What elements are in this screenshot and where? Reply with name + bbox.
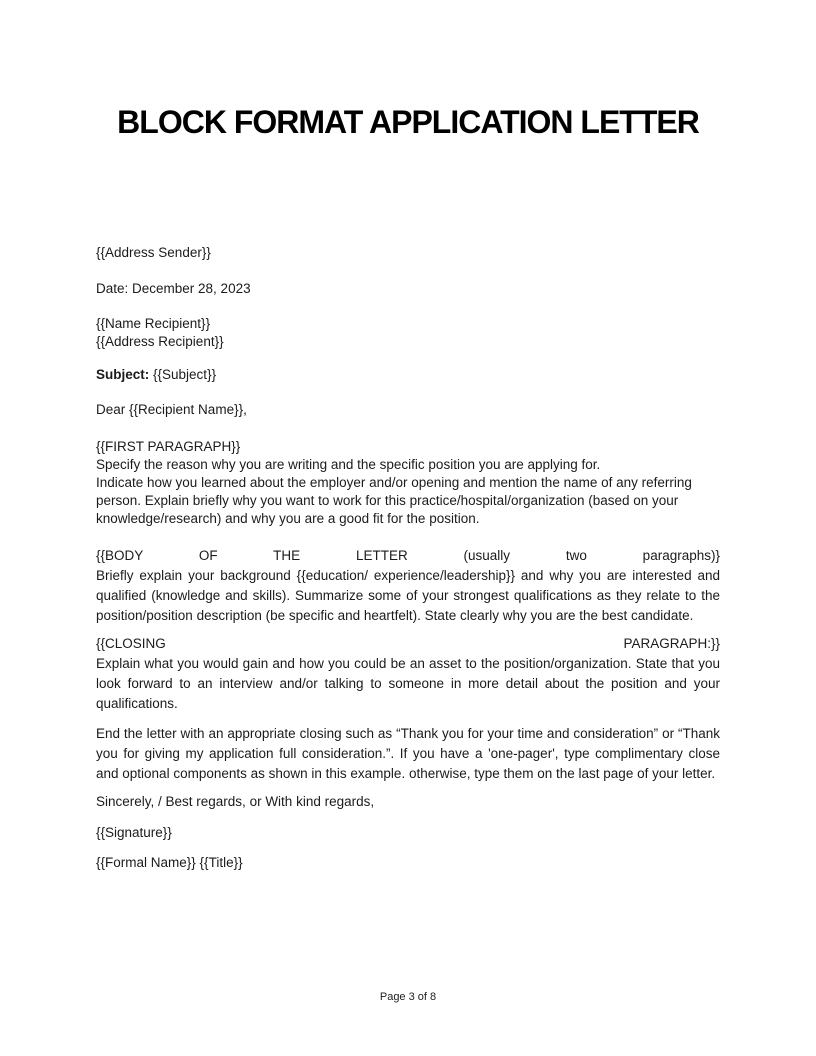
first-paragraph-heading: {{FIRST PARAGRAPH}} <box>96 439 241 454</box>
page-number-footer: Page 3 of 8 <box>379 991 437 1003</box>
recipient-block <box>96 315 720 351</box>
recipient-name: {{Name Recipient}} <box>96 316 211 331</box>
closing-paragraph-text: Explain what you would gain and how you could be an asset to the position/organization. State that you look forward to an interview and/or talking to someone in more detail about the position and your qualifications. <box>96 656 720 711</box>
closing-paragraph <box>96 634 720 714</box>
body-paragraph <box>96 546 720 626</box>
subject-line <box>96 366 720 384</box>
first-paragraph-line1: Specify the reason why you are writing and the specific position you are applying for. <box>96 457 601 472</box>
subject-label: Subject: <box>96 367 150 382</box>
first-paragraph-text: Indicate how you learned about the employer and/or opening and mention the name of any referring person. Explain briefly why you want to work for this practice/hospital/organization (based on your knowledge/research) and why you are a good fit for the position. <box>96 475 692 526</box>
signoff-line: Sincerely, / Best regards, or With kind regards, <box>96 794 375 809</box>
subject-value: {{Subject}} <box>149 367 217 382</box>
end-paragraph: End the letter with an appropriate closing such as “Thank you for your time and consideration” or “Thank you for giving my application full consideration.”. If you have a 'one-pager', type complimentary close and optional components as shown in this example. otherwise, type them on the last page of your letter. <box>96 726 720 781</box>
formal-name-line: {{Formal Name}} {{Title}} <box>96 855 243 870</box>
sender-address: {{Address Sender}} <box>96 245 211 260</box>
body-paragraph-text: Briefly explain your background {{education/ experience/leadership}} and why you are interested and qualified (knowledge and skills). Summarize some of your strongest qualifications as they relate to the position/position description (be specific and heartfelt). State clearly why you are the best candidate. <box>96 568 720 623</box>
date-line: Date: December 28, 2023 <box>96 281 251 296</box>
salutation: Dear {{Recipient Name}}, <box>96 402 247 417</box>
body-paragraph-heading: {{BODY OF THE LETTER (usually two paragraphs)} <box>96 548 720 563</box>
closing-paragraph-heading: {{CLOSING PARAGRAPH:}} <box>96 636 720 651</box>
document-title: BLOCK FORMAT APPLICATION LETTER <box>117 104 699 140</box>
first-paragraph <box>96 438 720 528</box>
signature-placeholder: {{Signature}} <box>96 825 172 840</box>
recipient-address: {{Address Recipient}} <box>96 334 224 349</box>
